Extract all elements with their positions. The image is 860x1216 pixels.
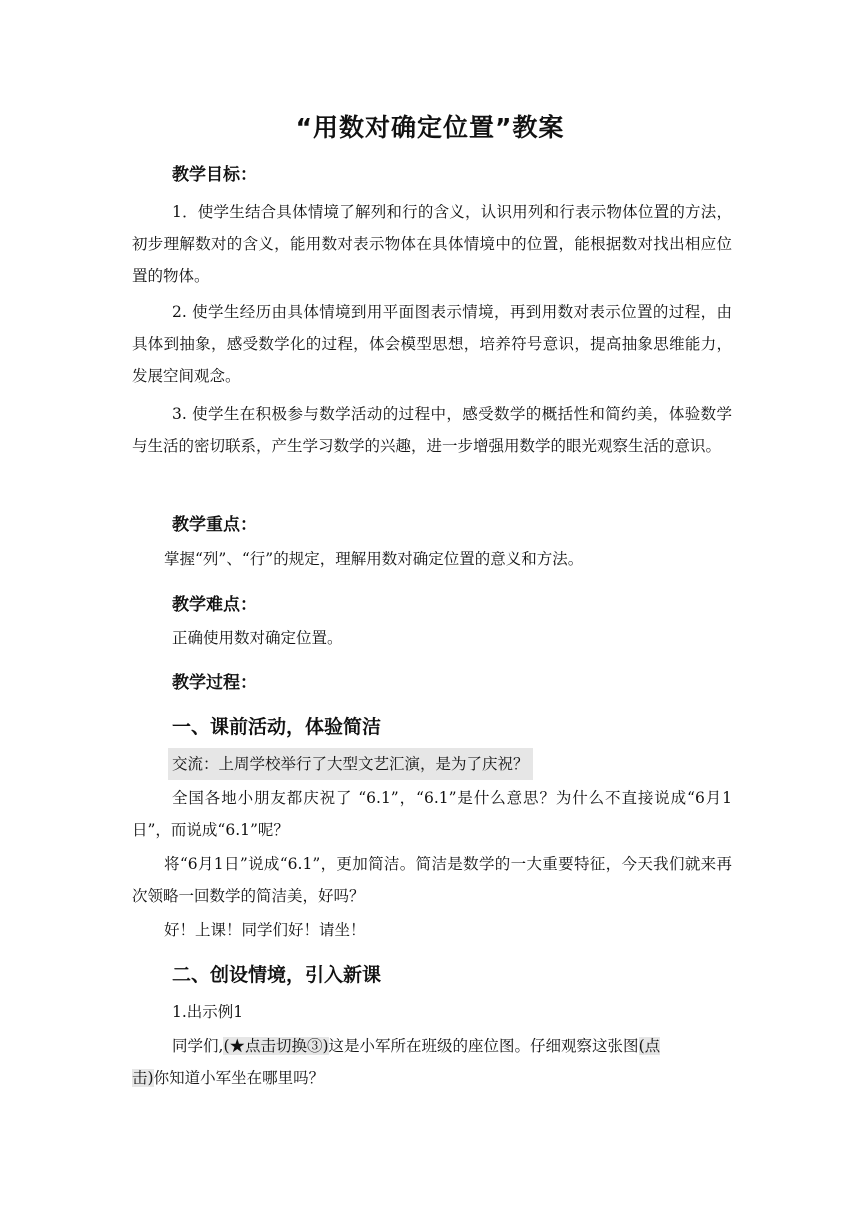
section-1-paragraph-2: 将“6月1日”说成“6.1”，更加简洁。简洁是数学的一大重要特征，今天我们就来再次领略一回数学的简洁美，好吗？ (132, 855, 732, 905)
section-1-paragraph-3: 好！上课！同学们好！请坐！ (164, 921, 366, 939)
goal-paragraph-1: 1．使学生结合具体情境了解列和行的含义，认识用列和行表示物体位置的方法，初步理解数对的含义，能用数对表示物体在具体情境中的位置，能根据数对找出相应位置的物体。 (132, 203, 732, 285)
goals-heading: 教学目标： (172, 165, 257, 185)
section-2-text-start: 同学们, (172, 1037, 224, 1055)
section-1-heading: 一、课前活动，体验简洁 (172, 716, 382, 738)
section-2-text-end: 你知道小军坐在哪里吗？ (153, 1069, 325, 1087)
click-highlight-start: (点 (638, 1037, 661, 1055)
exchange-highlight-text: 交流：上周学校举行了大型文艺汇演，是为了庆祝？ (168, 748, 533, 780)
difficulty-text: 正确使用数对确定位置。 (172, 629, 343, 647)
goal-paragraph-2: 2. 使学生经历由具体情境到用平面图表示情境，再到用数对表示位置的过程，由具体到抽象，感受数学化的过程，体会模型思想，培养符号意识，提高抽象思维能力，发展空间观念。 (132, 303, 732, 385)
section-2-heading: 二、创设情境，引入新课 (172, 964, 382, 986)
section-2-line-1 (172, 1030, 660, 1062)
key-points-heading: 教学重点： (172, 515, 257, 535)
document-title: “用数对确定位置”教案 (295, 113, 565, 142)
key-points-text: 掌握“列”、“行”的规定，理解用数对确定位置的意义和方法。 (164, 550, 584, 568)
example-1-item: 1.出示例1 (172, 1003, 244, 1021)
click-highlight-end: 击) (132, 1069, 154, 1087)
process-heading: 教学过程： (172, 673, 257, 693)
goal-paragraph-3: 3. 使学生在积极参与数学活动的过程中，感受数学的概括性和简约美，体验数学与生活的密切联系，产生学习数学的兴趣，进一步增强用数学的眼光观察生活的意识。 (132, 405, 732, 455)
section-2-line-2 (132, 1062, 324, 1094)
section-1-paragraph-1: 全国各地小朋友都庆祝了 “6.1”，“6.1”是什么意思？为什么不直接说成“6月1日”，而说成“6.1”呢？ (132, 789, 732, 839)
difficulty-heading: 教学难点： (172, 595, 257, 615)
section-2-text-mid: 这是小军所在班级的座位图。仔细观察这张图 (328, 1037, 639, 1055)
click-switch-highlight: (★点击切换③) (223, 1037, 329, 1055)
